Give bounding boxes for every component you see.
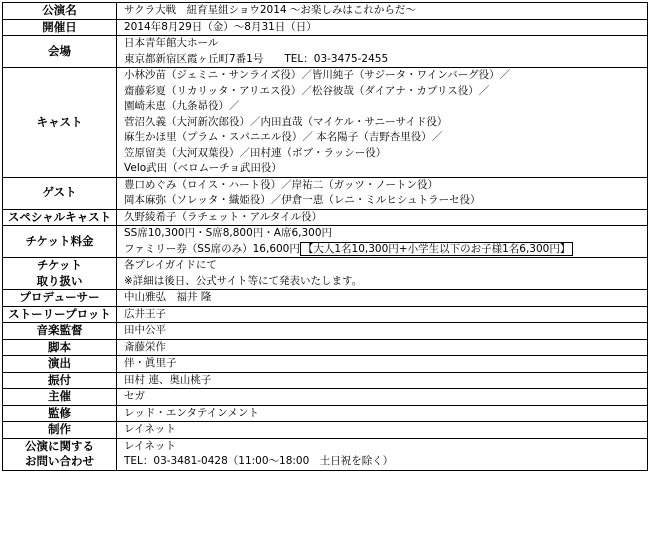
row-label bbox=[3, 389, 117, 406]
row-label bbox=[3, 306, 117, 323]
row-label bbox=[3, 405, 117, 422]
row-label bbox=[3, 372, 117, 389]
row-value bbox=[117, 258, 648, 290]
row-value-line bbox=[124, 115, 647, 131]
row-value-line bbox=[124, 356, 647, 372]
info-row bbox=[3, 177, 648, 209]
row-value-text: 齋藤彩夏（リカリッタ・アリエス役）／松谷彼哉（ダイアナ・カプリス役）／ bbox=[124, 84, 490, 97]
row-label bbox=[3, 290, 117, 307]
row-value bbox=[117, 438, 648, 470]
row-value-text: 2014年8月29日（金）～8月31日（日） bbox=[124, 20, 317, 33]
row-value bbox=[117, 209, 648, 226]
row-value-text: セガ bbox=[124, 390, 145, 402]
row-label-line: チケット料金 bbox=[25, 233, 94, 248]
row-value-text: 久野綾希子（ラチェット・アルタイル役） bbox=[124, 210, 323, 223]
row-value-text: 斎藤栄作 bbox=[124, 340, 166, 353]
row-value-line bbox=[124, 3, 647, 19]
row-label bbox=[3, 68, 117, 178]
row-value-line bbox=[124, 406, 647, 422]
row-label-line: 監修 bbox=[48, 405, 71, 420]
row-label-line: ゲスト bbox=[42, 185, 77, 200]
row-value-text: レッド・エンタテインメント bbox=[124, 406, 259, 419]
info-row bbox=[3, 226, 648, 258]
row-value-line bbox=[124, 52, 647, 68]
row-value-line bbox=[124, 84, 647, 100]
row-value-text: 中山雅弘 福井 隆 bbox=[124, 291, 212, 303]
row-value-text: TEL：03-3481-0428（11:00～18:00 土日祝を除く） bbox=[124, 455, 394, 467]
row-value-line bbox=[124, 210, 647, 226]
row-value bbox=[117, 372, 648, 389]
row-value bbox=[117, 356, 648, 373]
row-value-text: 田村 連、奥山桃子 bbox=[124, 373, 212, 386]
row-label-line: ストーリープロット bbox=[8, 306, 111, 321]
row-value-text: 園崎未恵（九条昴役）／ bbox=[124, 100, 240, 112]
row-value-line bbox=[124, 226, 647, 242]
row-label-line: スペシャルキャスト bbox=[7, 209, 112, 224]
info-row bbox=[3, 422, 648, 439]
row-value-line bbox=[124, 130, 647, 146]
row-value-line bbox=[124, 242, 647, 258]
info-row bbox=[3, 19, 648, 36]
row-label-line: キャスト bbox=[36, 114, 83, 129]
row-value-text: ファミリー券（SS席のみ）16,600円 bbox=[124, 242, 300, 255]
row-value-line bbox=[124, 373, 647, 389]
row-label-line: プロデューサー bbox=[19, 290, 100, 304]
row-label-line: 主催 bbox=[48, 389, 71, 403]
row-label-line: 公演に関する bbox=[25, 438, 94, 453]
info-row bbox=[3, 438, 648, 470]
row-value-line bbox=[124, 20, 647, 36]
row-label bbox=[3, 339, 117, 356]
row-value-line bbox=[124, 178, 647, 194]
row-value-text: レイネット bbox=[124, 439, 176, 452]
row-label bbox=[3, 36, 117, 68]
row-value-text: 豊口めぐみ（ロイス・ハート役）／岸祐二（ガッツ・ノートン役） bbox=[124, 178, 439, 191]
row-label-line: 公演名 bbox=[42, 3, 77, 17]
info-row bbox=[3, 36, 648, 68]
row-label-line: 音楽監督 bbox=[36, 323, 83, 337]
row-value-line bbox=[124, 340, 647, 356]
row-value-line bbox=[124, 193, 647, 209]
info-row bbox=[3, 290, 648, 307]
row-label bbox=[3, 226, 117, 258]
row-label bbox=[3, 422, 117, 439]
row-value bbox=[117, 306, 648, 323]
row-value-line bbox=[124, 68, 647, 84]
row-value-line bbox=[124, 146, 647, 162]
info-row bbox=[3, 356, 648, 373]
event-info-body bbox=[3, 3, 648, 471]
row-value-line bbox=[124, 389, 647, 405]
row-label-line: お問い合わせ bbox=[25, 454, 94, 468]
row-value-line bbox=[124, 274, 647, 290]
row-value bbox=[117, 405, 648, 422]
row-value-line bbox=[124, 307, 647, 323]
row-value-text: レイネット bbox=[124, 423, 176, 435]
row-value-line bbox=[124, 323, 647, 339]
row-value-line bbox=[124, 99, 647, 115]
row-label-line: チケット bbox=[37, 258, 82, 272]
row-value-line bbox=[124, 439, 647, 455]
row-value-text: 伴・眞里子 bbox=[124, 357, 177, 369]
row-value bbox=[117, 226, 648, 258]
event-info-table bbox=[2, 2, 648, 471]
row-value bbox=[117, 68, 648, 178]
info-row bbox=[3, 339, 648, 356]
row-value-text: 岡本麻弥（ソレッタ・織姫役）／伊倉一恵（レニ・ミルヒシュトラーセ役） bbox=[124, 194, 481, 206]
row-label bbox=[3, 177, 117, 209]
row-value bbox=[117, 290, 648, 307]
row-value-text: 各プレイガイドにて bbox=[124, 259, 217, 271]
info-row bbox=[3, 389, 648, 406]
info-row bbox=[3, 68, 648, 178]
row-value-line bbox=[124, 258, 647, 274]
row-label bbox=[3, 323, 117, 340]
row-label bbox=[3, 356, 117, 373]
info-row bbox=[3, 372, 648, 389]
row-value-line bbox=[124, 454, 647, 470]
info-row bbox=[3, 405, 648, 422]
row-value-text: 日本青年館大ホール bbox=[124, 37, 219, 49]
row-value-text: 東京都新宿区霞ヶ丘町7番1号 TEL：03-3475-2455 bbox=[124, 52, 389, 65]
row-value-text: サクラ大戦 紐育星組ショウ2014 ～お楽しみはこれからだ～ bbox=[124, 4, 416, 16]
row-value bbox=[117, 19, 648, 36]
row-value bbox=[117, 339, 648, 356]
row-value-text: 菅沼久義（大河新次郎役）／内田直哉（マイケル・サニーサイド役） bbox=[124, 115, 448, 128]
info-row bbox=[3, 209, 648, 226]
row-value-line bbox=[124, 161, 647, 177]
row-value bbox=[117, 422, 648, 439]
row-value-text: 麻生かほ里（プラム・スパニエル役）／ 本名陽子（吉野杏里役）／ bbox=[124, 131, 443, 143]
row-value bbox=[117, 389, 648, 406]
row-value bbox=[117, 3, 648, 20]
row-label bbox=[3, 3, 117, 20]
info-row bbox=[3, 3, 648, 20]
row-value bbox=[117, 36, 648, 68]
row-value bbox=[117, 177, 648, 209]
row-value-text: Velo武田（ベロムーチョ武田役） bbox=[124, 162, 282, 174]
row-label bbox=[3, 258, 117, 290]
row-label bbox=[3, 19, 117, 36]
row-value-text: 小林沙苗（ジェミニ・サンライズ役）／皆川純子（サジータ・ワインバーグ役）／ bbox=[124, 69, 511, 81]
info-row bbox=[3, 306, 648, 323]
row-label bbox=[3, 209, 117, 226]
row-value-line bbox=[124, 422, 647, 438]
row-value-line bbox=[124, 36, 647, 52]
row-value-text: ※詳細は後日、公式サイト等にて発表いたします。 bbox=[124, 274, 363, 287]
row-label-line: 振付 bbox=[48, 372, 71, 387]
row-label-line: 演出 bbox=[48, 356, 71, 370]
row-value-line bbox=[124, 290, 647, 306]
row-value bbox=[117, 323, 648, 340]
row-value-text: SS席10,300円・S席8,800円・A席6,300円 bbox=[124, 227, 333, 239]
row-label bbox=[3, 438, 117, 470]
row-label-line: 取り扱い bbox=[36, 273, 83, 288]
row-label-line: 脚本 bbox=[48, 339, 71, 354]
row-value-text: 広井王子 bbox=[124, 307, 166, 320]
info-row bbox=[3, 258, 648, 290]
row-value-text: 笠原留美（大河双葉役）／田村連（ボブ・ラッシー役） bbox=[124, 146, 387, 159]
row-label-line: 制作 bbox=[48, 422, 71, 436]
info-row bbox=[3, 323, 648, 340]
row-label-line: 開催日 bbox=[42, 19, 77, 34]
price-note-box: 【大人1名10,300円+小学生以下のお子様1名6,300円】 bbox=[300, 242, 573, 256]
row-label-line: 会場 bbox=[48, 43, 71, 58]
row-value-text: 田中公平 bbox=[124, 324, 166, 336]
